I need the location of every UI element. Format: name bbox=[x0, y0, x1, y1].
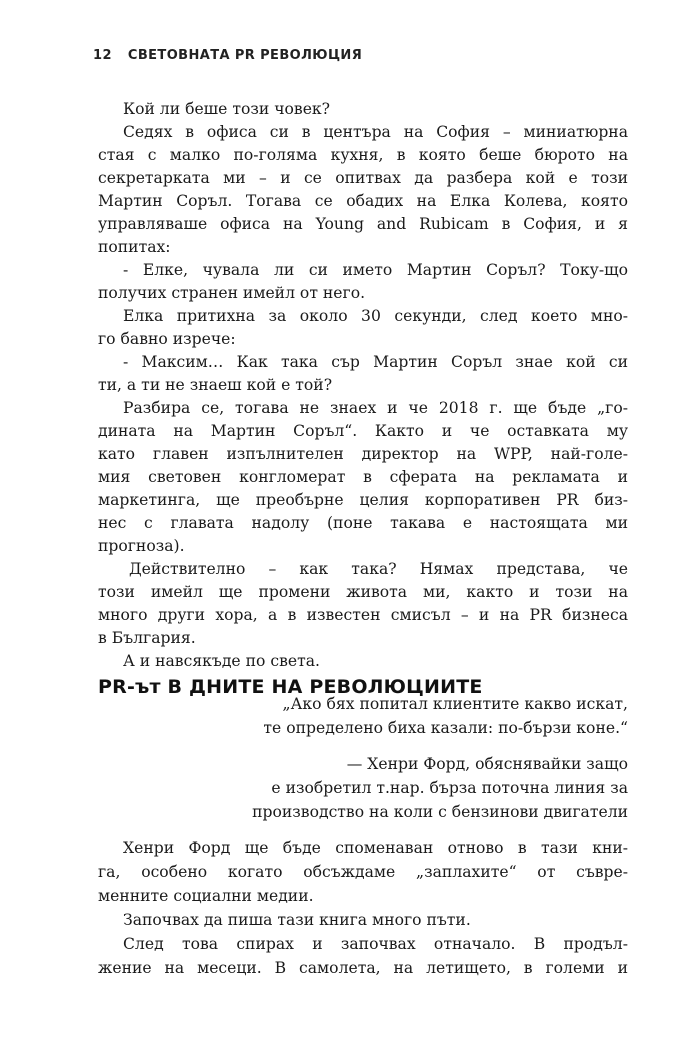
paragraph-line: в България. bbox=[98, 629, 196, 647]
paragraph-line: управляваше офиса на Young and Rubicam в София, и я bbox=[98, 215, 628, 233]
running-head bbox=[93, 48, 362, 63]
paragraph-line: този имейл ще промени живота ми, както и този на bbox=[98, 583, 628, 601]
paragraph-line: Кой ли беше този човек? bbox=[123, 100, 331, 118]
paragraph-line: го бавно изрече: bbox=[98, 330, 236, 348]
paragraph-line: га, особено когато обсъждаме „заплахите“ от съвре- bbox=[98, 863, 628, 881]
paragraph-line: жение на месеци. В самолета, на летището, в големи и bbox=[98, 959, 628, 977]
epigraph-line: те определено биха казали: по-бързи коне.“ bbox=[263, 719, 628, 737]
paragraph-line: прогноза). bbox=[98, 537, 185, 555]
book-title: СВЕТОВНАТА PR РЕВОЛЮЦИЯ bbox=[127, 48, 363, 63]
attribution-line: е изобретил т.нар. бърза поточна линия за bbox=[271, 779, 628, 797]
page-number: 12 bbox=[93, 48, 112, 63]
paragraph-line: менните социални медии. bbox=[98, 887, 314, 905]
paragraph-line: маркетинга, ще преобърне целия корпоративен PR биз- bbox=[98, 491, 628, 509]
paragraph-line: нес с главата надолу (поне такава е настоящата ми bbox=[98, 514, 628, 532]
paragraph-line: А и навсякъде по света. bbox=[123, 652, 320, 670]
paragraph-line: секретарката ми – и се опитвах да разбера кой е този bbox=[98, 169, 628, 187]
paragraph-line: Започвах да пиша тази книга много пъти. bbox=[123, 911, 471, 929]
paragraph-line: ти, а ти не знаеш кой е той? bbox=[98, 376, 333, 394]
paragraph-line: Седях в офиса си в центъра на София – миниатюрна bbox=[123, 123, 628, 141]
paragraph-line: като главен изпълнителен директор на WPP, най-голе- bbox=[98, 445, 628, 463]
paragraph-line: Разбира се, тогава не знаех и че 2018 г. ще бъде „го- bbox=[123, 399, 628, 417]
paragraph-line: Действително – как така? Нямах представа, че bbox=[129, 560, 628, 578]
paragraph-line: мия световен конгломерат в сферата на рекламата и bbox=[98, 468, 628, 486]
paragraph-line: попитах: bbox=[98, 238, 171, 256]
attribution-line: — Хенри Форд, обяснявайки защо bbox=[346, 755, 628, 773]
attribution-line: производство на коли с бензинови двигатели bbox=[252, 803, 628, 821]
paragraph-line: много други хора, а в известен смисъл – и на PR бизнеса bbox=[98, 606, 628, 624]
epigraph-line: „Ако бях попитал клиентите какво искат, bbox=[282, 695, 628, 713]
section-heading: PR-ът В ДНИТЕ НА РЕВОЛЮЦИИТЕ bbox=[98, 676, 483, 698]
paragraph-line: стая с малко по-голяма кухня, в която беше бюрото на bbox=[98, 146, 628, 164]
paragraph-line: получих странен имейл от него. bbox=[98, 284, 366, 302]
paragraph-line: Елка притихна за около 30 секунди, след което мно- bbox=[123, 307, 628, 325]
paragraph-line: След това спирах и започвах отначало. В продъл- bbox=[123, 935, 628, 953]
paragraph-line: - Максим… Как така сър Мартин Соръл знае кой си bbox=[123, 353, 628, 371]
paragraph-line: - Елке, чувала ли си името Мартин Соръл? Току-що bbox=[123, 261, 628, 279]
paragraph-line: Хенри Форд ще бъде споменаван отново в тази кни- bbox=[123, 839, 628, 857]
paragraph-line: Мартин Соръл. Тогава се обадих на Елка Колева, която bbox=[98, 192, 628, 210]
paragraph-line: дината на Мартин Соръл“. Както и че оставката му bbox=[98, 422, 628, 440]
